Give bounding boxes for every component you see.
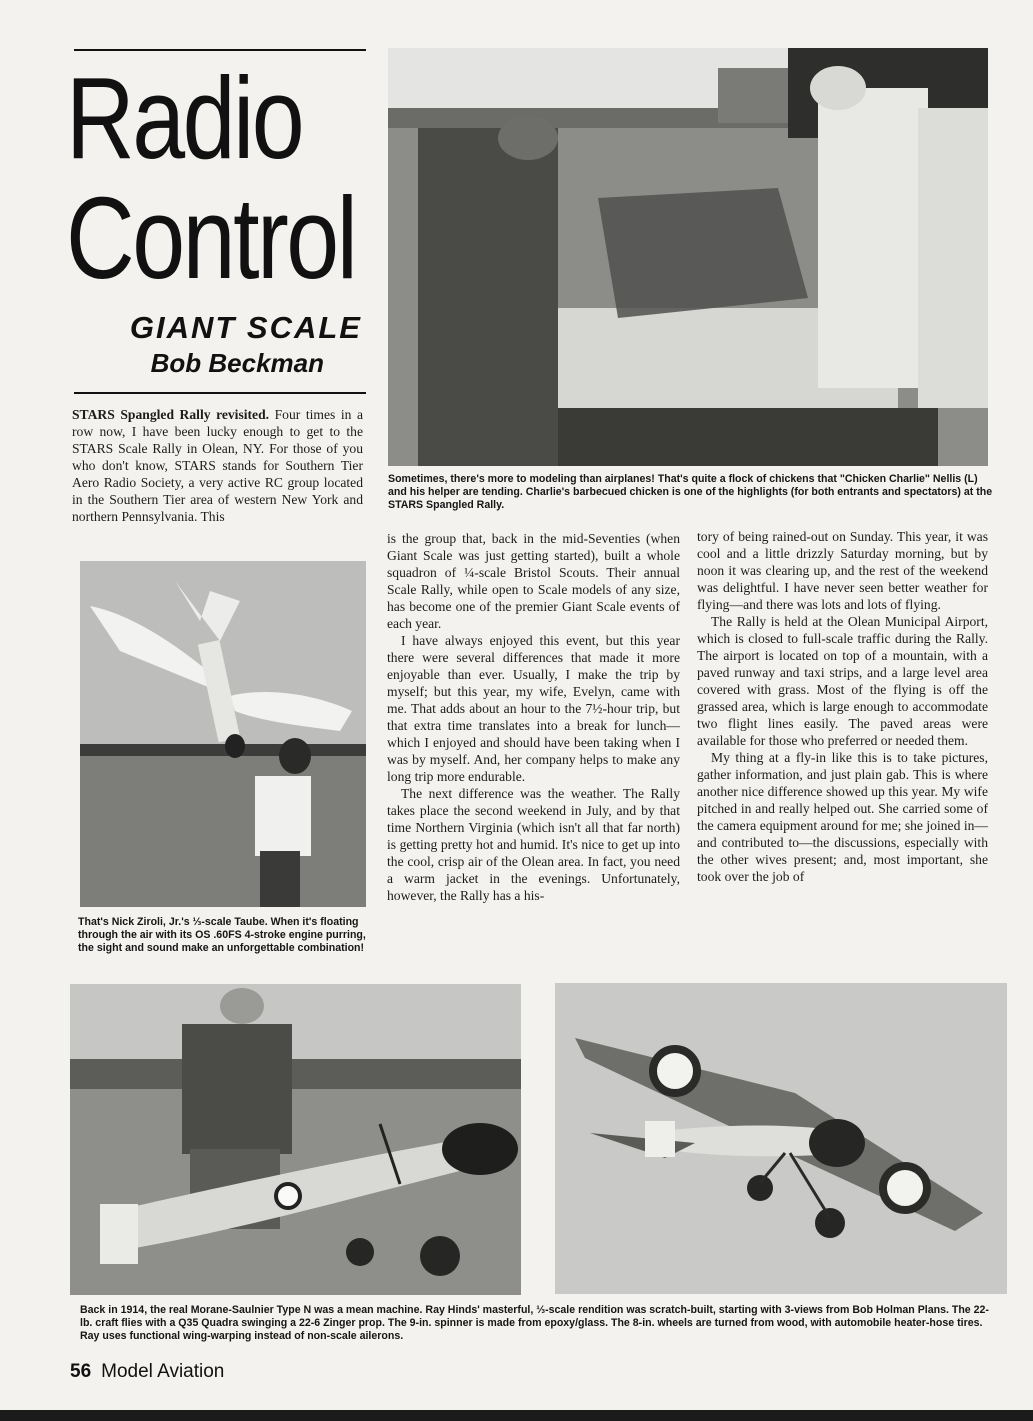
magazine-name: Model Aviation	[101, 1361, 225, 1382]
title-control: Control	[66, 173, 356, 303]
body-column-2	[387, 530, 680, 904]
title-radio: Radio	[66, 53, 303, 183]
col3-paragraph-3: My thing at a fly-in like this is to take pictures, gather information, and just plain gab. This is where another nice difference showed up this year. My wife pitched in and really helped out. She carried some of the camera equipment around for me; she joined in—and contributed to—the discussions, especially with the other wives present; and, most important, she took over the job of	[697, 750, 988, 884]
photo-taube	[80, 561, 366, 907]
photo-barbecue	[388, 48, 988, 466]
caption-barbecue: Sometimes, there's more to modeling than airplanes! That's quite a flock of chickens that "Chicken Charlie" Nellis (L) and his helper are tending. Charlie's barbecued chicken is one of the highlights (for both entrants and spectators) at the STARS Spangled Rally.	[388, 473, 993, 511]
lede-heading: STARS Spangled Rally revisited.	[72, 407, 270, 422]
body-column-1	[72, 406, 363, 525]
col2-paragraph-3: The next difference was the weather. The Rally takes place the second weekend in July, and by that time Northern Virginia (which isn't all that far north) is getting pretty hot and humid. It's nice to get up into the cool, crisp air of the Olean area. In fact, you need a warm jacket in the evenings. Unfortunately, however, the Rally has a his-	[387, 786, 680, 903]
scan-edge	[0, 1410, 1033, 1421]
section-kicker: GIANT SCALE	[129, 310, 362, 345]
intro-text: Four times in a row now, I have been lucky enough to get to the STARS Scale Rally in Olean, NY. For those of you who don't know, STARS stands for Southern Tier Aero Radio Society, a very active RC group located in the Southern Tier area of western New York and northern Pennsylvania. This	[72, 407, 363, 524]
col3-paragraph-1: tory of being rained-out on Sunday. This year, it was cool and a little drizzly Saturday morning, but by noon it was clearing up, and the rest of the weekend was delightful. I have never seen better weather for flying—and there was lots and lots of flying.	[697, 529, 988, 612]
body-column-3	[697, 528, 988, 885]
caption-taube: That's Nick Ziroli, Jr.'s ⅓-scale Taube. When it's floating through the air with its OS .60FS 4-stroke engine purring, the sight and sound make an unforgettable combination!	[78, 916, 366, 954]
header-bottom-rule	[74, 392, 366, 394]
page-number: 56	[70, 1361, 92, 1382]
caption-morane: Back in 1914, the real Morane-Saulnier Type N was a mean machine. Ray Hinds' masterful, ⅓-scale rendition was scratch-built, starting with 3-views from Bob Holman Plans. The 22-lb. craft flies with a Q35 Quadra swinging a 22-6 Zinger prop. The 9-in. spinner is made from epoxy/glass. The 8-in. wheels are turned from wood, with automobile heater-hose tires. Ray uses functional wing-warping instead of non-scale ailerons.	[80, 1304, 989, 1342]
header-top-rule	[74, 49, 366, 51]
col2-paragraph-1: is the group that, back in the mid-Seventies (when Giant Scale was just getting started), built a whole squadron of ¼-scale Bristol Scouts. Their annual Scale Rally, while open to Scale models of any size, has become one of the premier Giant Scale events of each year.	[387, 531, 680, 631]
col3-paragraph-2: The Rally is held at the Olean Municipal Airport, which is closed to full-scale traffic during the Rally. The airport is located on top of a mountain, with a paved runway and taxi strips, and a large level area covered with grass. Most of the flying is off the grassed area, which is large enough to accommodate two flight lines easily. The paved areas were available for those who preferred or needed them.	[697, 614, 988, 748]
paragraph-intro	[72, 406, 363, 525]
photo-morane-flight	[555, 983, 1007, 1294]
author-byline: Bob Beckman	[150, 348, 324, 378]
col2-paragraph-2: I have always enjoyed this event, but this year there were several differences that made it more enjoyable than ever. Usually, I make the trip by myself; but this year, my wife, Evelyn, came with me. That adds about an hour to the 7½-hour trip, but that extra time translates into a break for lunch—which I enjoyed and should have been taking when I was by myself. And, her company helps to make any long trip more endurable.	[387, 633, 680, 784]
photo-morane-ground	[70, 984, 521, 1295]
page-footer	[70, 1361, 224, 1383]
